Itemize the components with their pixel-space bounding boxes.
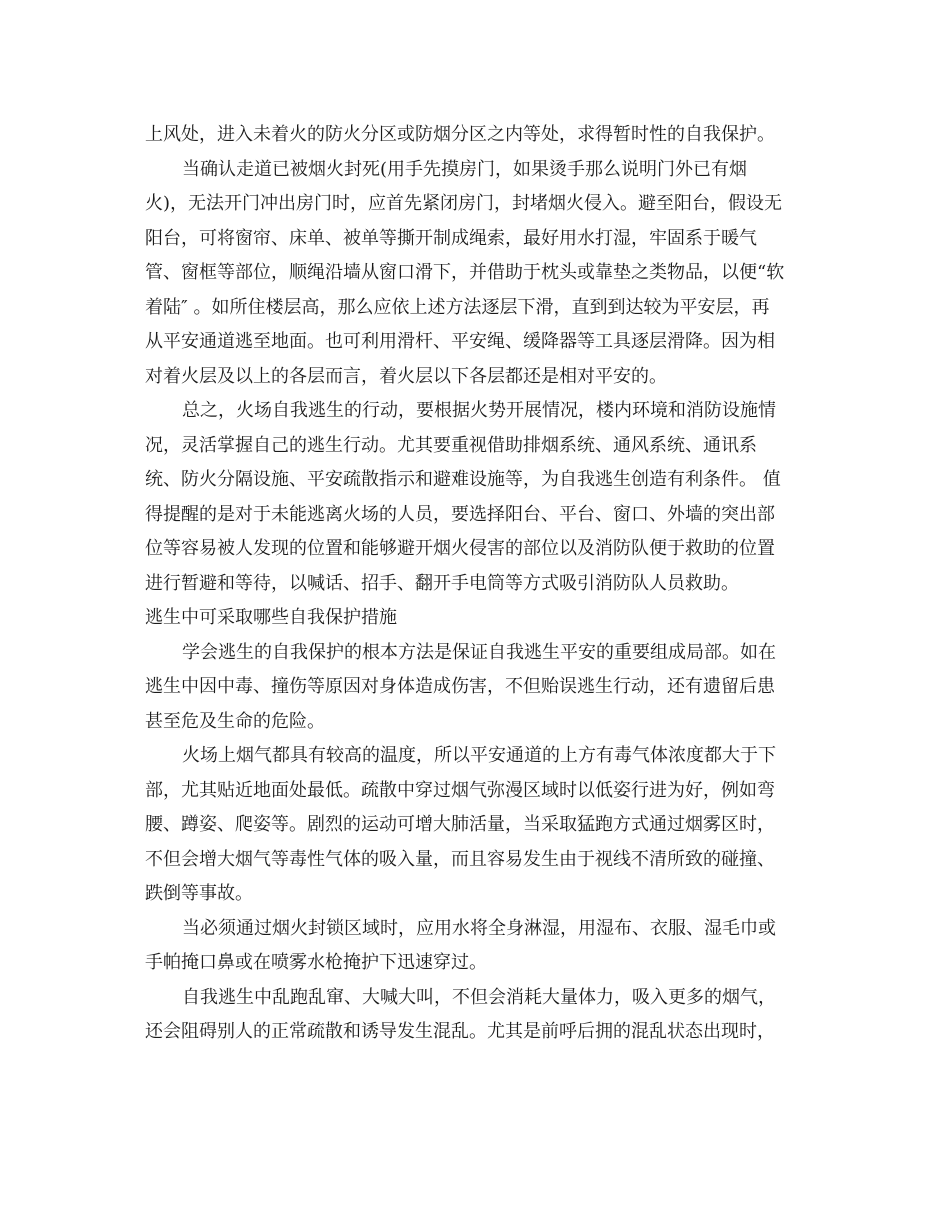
paragraph (145, 153, 810, 395)
text-line: 腰、蹲姿、爬姿等。剧烈的运动可增大肺活量，当采取猛跑方式通过烟雾区时， (145, 814, 775, 835)
text-line: 自我逃生中乱跑乱窜、大喊大叫，不但会消耗大量体力，吸入更多的烟气， (182, 986, 776, 1008)
text-line: 上风处，进入未着火的防火分区或防烟分区之内等处，求得暂时性的自我保护。 (145, 124, 775, 145)
text-line: 况，灵活掌握自己的逃生行动。尤其要重视借助排烟系统、通风系统、通讯系 (145, 434, 757, 456)
text-line: 阳台，可将窗帘、床单、被单等撕开制成绳索，最好用水打湿，牢固系于暖气 (145, 227, 757, 249)
text-line: 火)，无法开门冲出房门时，应首先紧闭房门，封堵烟火侵入。避至阳台，假设无 (145, 193, 783, 214)
text-line: 总之，火场自我逃生的行动，要根据火势开展情况，楼内环境和消防设施情 (182, 400, 776, 421)
text-line: 手帕掩口鼻或在喷雾水枪掩护下迅速穿过。 (145, 952, 487, 973)
text-line: 还会阻碍别人的正常疏散和诱导发生混乱。尤其是前呼后拥的混乱状态出现时， (145, 1021, 775, 1042)
text-line: 着陆″ 。如所住楼层高，那么应依上述方法逐层下滑，直到到达较为平安层，再 (145, 296, 770, 318)
text-line: 当必须通过烟火封锁区域时，应用水将全身淋湿，用湿布、衣服、湿毛巾或 (182, 917, 776, 939)
text-line: 得提醒的是对于未能逃离火场的人员，要选择阳台、平台、窗口、外墙的突出部 (145, 503, 775, 525)
paragraph (145, 739, 810, 912)
text-line: 从平安通道逃至地面。也可利用滑杆、平安绳、缓降器等工具逐层滑降。因为相 (145, 331, 775, 352)
heading-text: 逃生中可采取哪些自我保护措施 (145, 607, 397, 628)
text-line: 当确认走道已被烟火封死(用手先摸房门，如果烫手那么说明门外已有烟 (182, 158, 748, 180)
document-page (145, 118, 810, 1050)
text-line: 进行暂避和等待，以喊话、招手、翻开手电筒等方式吸引消防队人员救助。 (145, 572, 739, 594)
text-line: 火场上烟气都具有较高的温度，所以平安通道的上方有毒气体浓度都大于下 (182, 745, 776, 766)
paragraph (145, 118, 810, 153)
text-line: 不但会增大烟气等毒性气体的吸入量，而且容易发生由于视线不清所致的碰撞、 (145, 848, 775, 870)
text-line: 跌倒等事故。 (145, 883, 253, 904)
text-line: 对着火层及以上的各层而言，着火层以下各层都还是相对平安的。 (145, 365, 667, 387)
text-line: 部，尤其贴近地面处最低。疏散中穿过烟气弥漫区域时以低姿行进为好，例如弯 (145, 779, 775, 801)
paragraph (145, 394, 810, 601)
paragraph (145, 912, 810, 981)
text-line: 逃生中因中毒、撞伤等原因对身体造成伤害，不但贻误逃生行动，还有遗留后患 (145, 676, 775, 697)
text-line: 管、窗框等部位，顺绳沿墙从窗口滑下，并借助于枕头或靠垫之类物品，以便“软 (145, 262, 785, 283)
text-line: 学会逃生的自我保护的根本方法是保证自我逃生平安的重要组成局部。如在 (182, 641, 776, 663)
text-line: 统、防火分隔设施、平安疏散指示和避难设施等，为自我逃生创造有利条件。 值 (145, 469, 781, 490)
text-line: 甚至危及生命的危险。 (145, 710, 325, 732)
text-line: 位等容易被人发现的位置和能够避开烟火侵害的部位以及消防队便于救助的位置 (145, 538, 775, 559)
paragraph (145, 636, 810, 740)
paragraph (145, 981, 810, 1050)
section-heading (145, 601, 810, 636)
